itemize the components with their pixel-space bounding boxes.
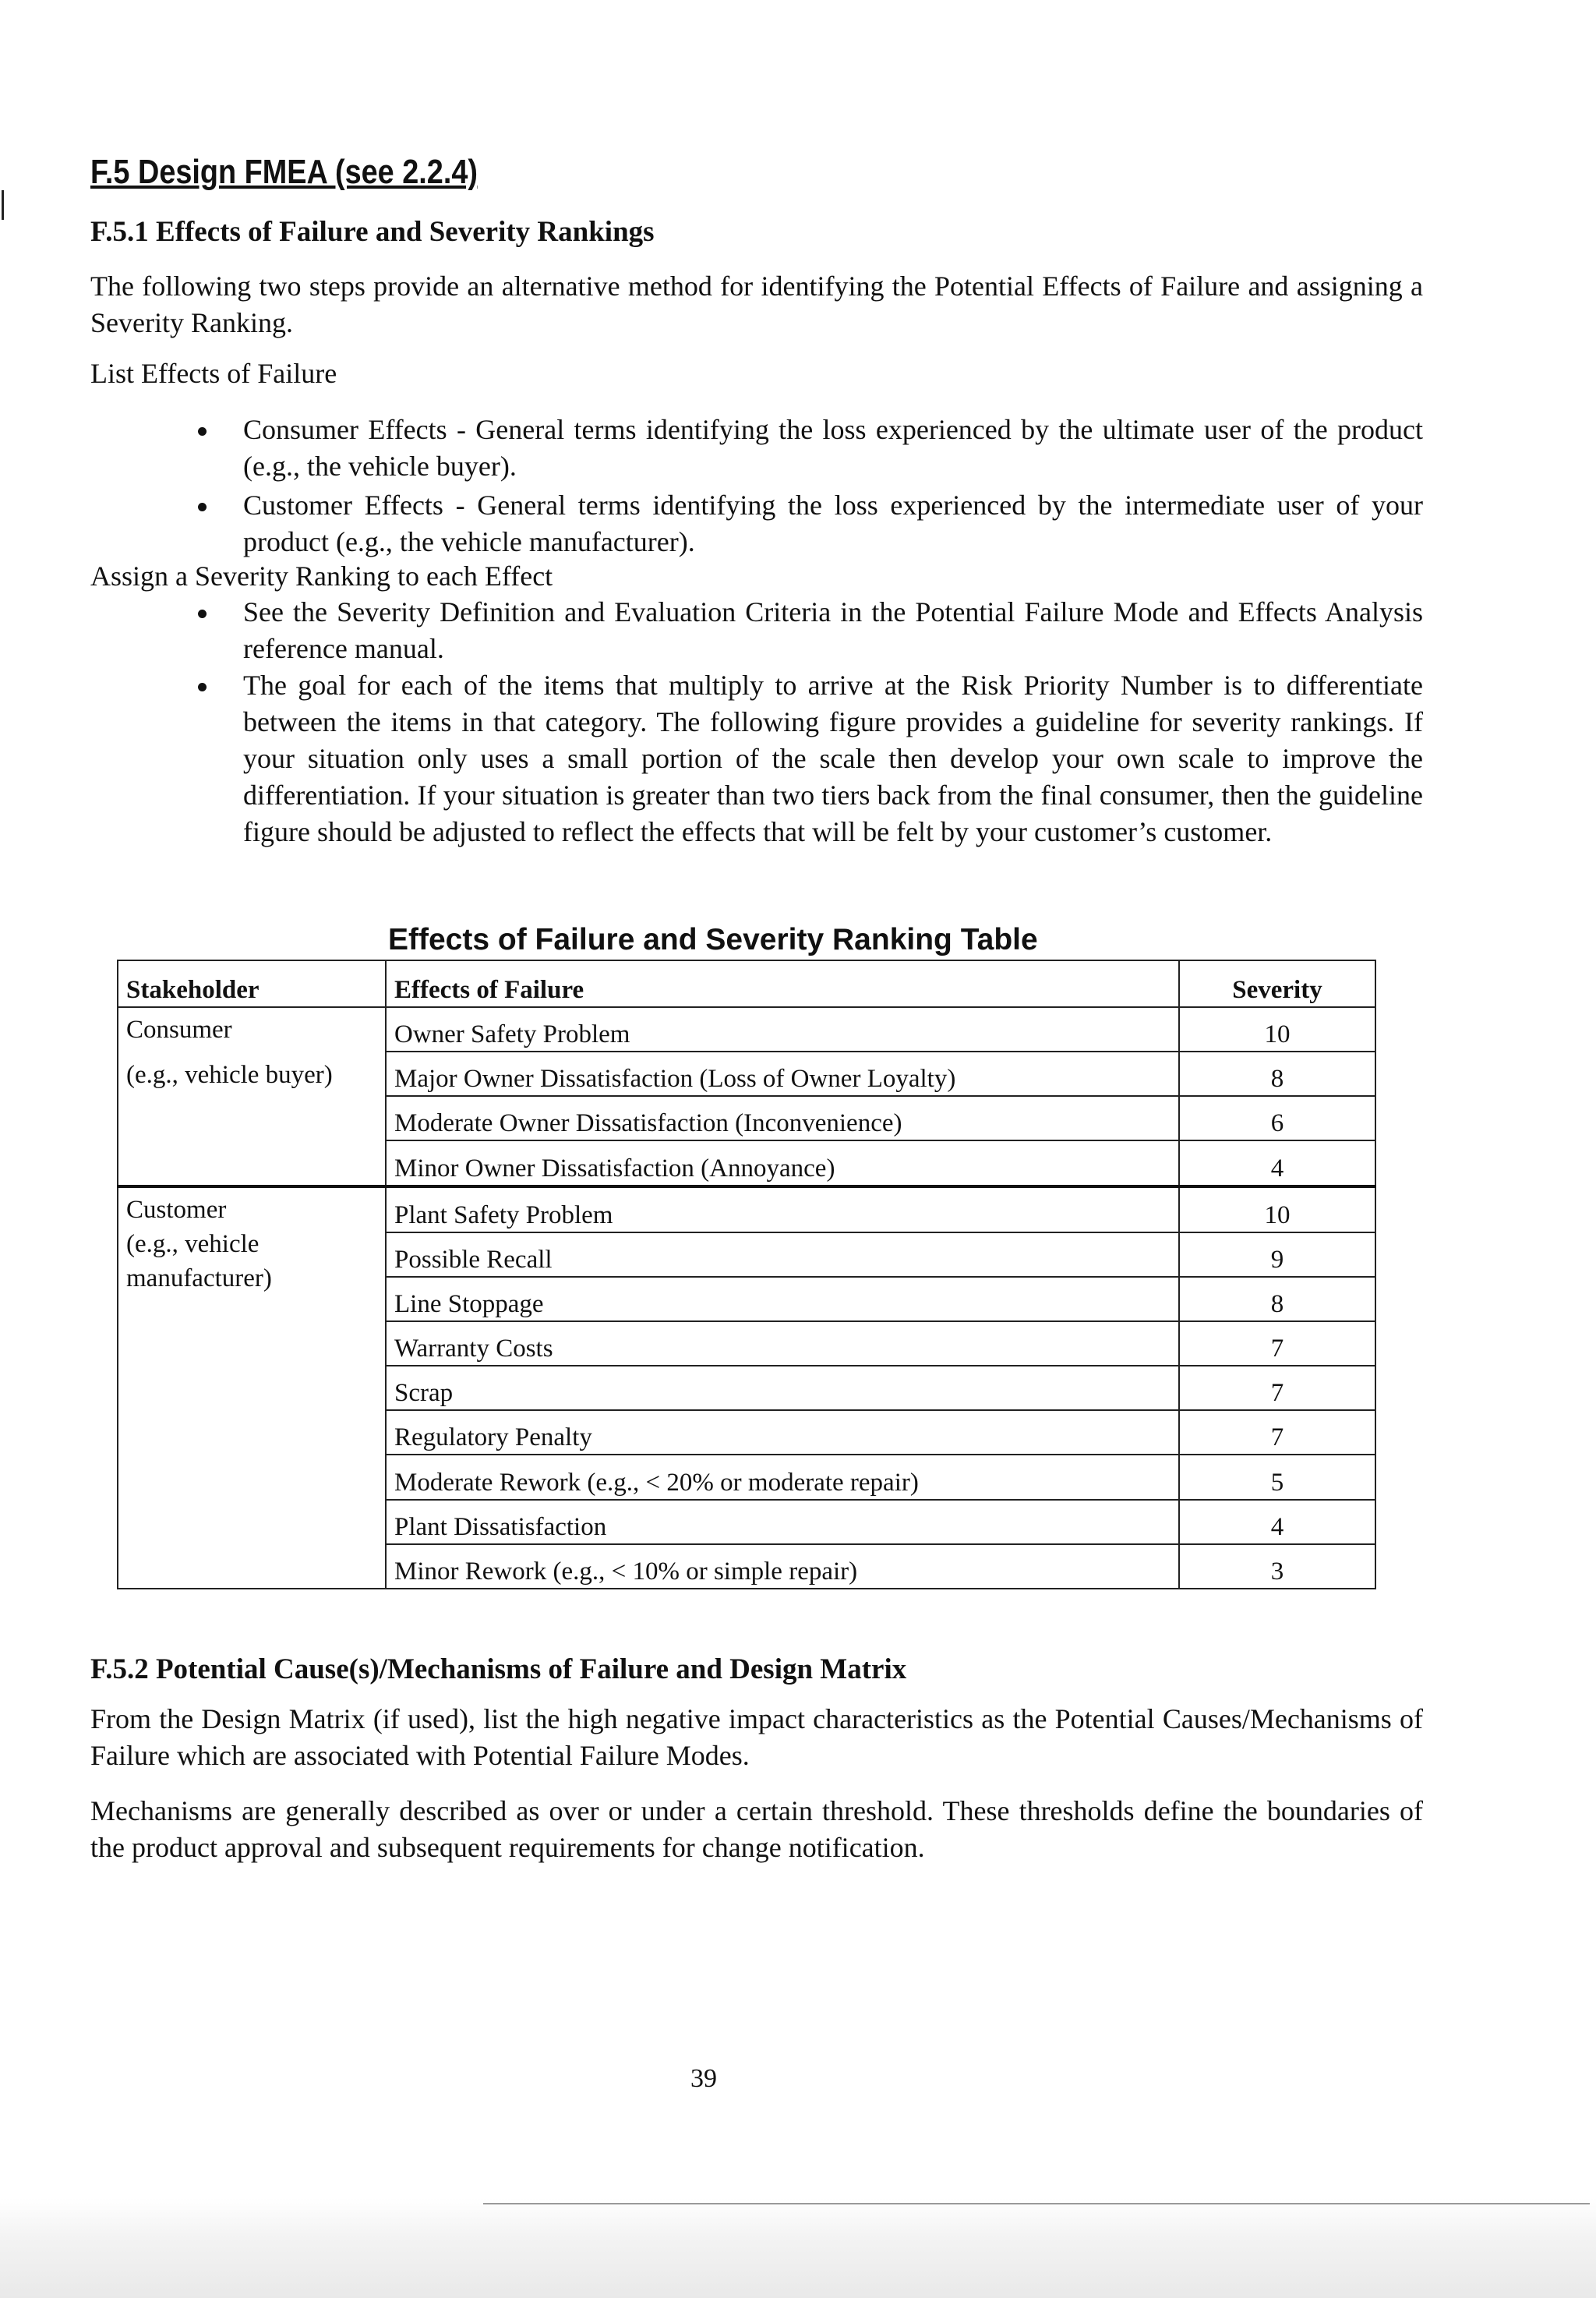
table-header-row — [118, 960, 1375, 1007]
severity-cell: 7 — [1179, 1321, 1375, 1366]
severity-cell: 8 — [1179, 1052, 1375, 1096]
severity-cell: 10 — [1179, 1186, 1375, 1232]
severity-cell: 3 — [1179, 1544, 1375, 1589]
assign-severity-label: Assign a Severity Ranking to each Effect — [90, 560, 553, 592]
list-item — [243, 487, 1423, 560]
effect-cell: Plant Safety Problem — [386, 1186, 1179, 1232]
bullet-text: Customer Effects - General terms identifying the loss experienced by the intermediate user of your product (e.g., the vehicle manufacturer). — [243, 490, 1423, 557]
table-row — [118, 1186, 1375, 1232]
header-effects: Effects of Failure — [386, 960, 1179, 1007]
list-item — [243, 667, 1423, 850]
effect-cell: Possible Recall — [386, 1232, 1179, 1277]
header-severity: Severity — [1179, 960, 1375, 1007]
stakeholder-name: Consumer — [126, 1016, 232, 1044]
effect-cell: Line Stoppage — [386, 1277, 1179, 1321]
severity-cell: 7 — [1179, 1410, 1375, 1455]
page-number: 39 — [690, 2064, 717, 2093]
bullet-text: The goal for each of the items that multiply to arrive at the Risk Priority Number is to differentiate between the items in that category. The following figure provides a guideline for severity rankings. If your situation only uses a small portion of the scale then develop your own scale to improve the differentiation. If your situation is greater than two tiers back from the final consumer, then the guideline figure should be adjusted to reflect the effects that will be felt by your customer’s customer. — [243, 670, 1423, 847]
severity-cell: 4 — [1179, 1140, 1375, 1186]
effect-cell: Major Owner Dissatisfaction (Loss of Owner Loyalty) — [386, 1052, 1179, 1096]
severity-cell: 9 — [1179, 1232, 1375, 1277]
effect-cell: Minor Rework (e.g., < 10% or simple repair) — [386, 1544, 1179, 1589]
table-row — [118, 1007, 1375, 1052]
list-item — [243, 412, 1423, 485]
design-matrix-paragraph: From the Design Matrix (if used), list the high negative impact characteristics as the Potential Causes/Mechanisms of Failure which are associated with Potential Failure Modes. — [90, 1703, 1423, 1771]
severity-cell: 4 — [1179, 1500, 1375, 1544]
stakeholder-note: (e.g., vehicle buyer) — [126, 1061, 333, 1089]
effects-bullet-list — [243, 412, 1423, 560]
effect-cell: Owner Safety Problem — [386, 1007, 1179, 1052]
stakeholder-cell-customer — [118, 1186, 386, 1589]
severity-bullet-list — [243, 594, 1423, 850]
list-item — [243, 594, 1423, 667]
severity-cell: 10 — [1179, 1007, 1375, 1052]
scan-edge-line — [483, 2203, 1590, 2204]
severity-ranking-table — [117, 960, 1376, 1589]
mechanisms-paragraph: Mechanisms are generally described as over or under a certain threshold. These thresholds define the boundaries of the product approval and subsequent requirements for change notification. — [90, 1795, 1423, 1863]
effect-cell: Moderate Owner Dissatisfaction (Inconvenience) — [386, 1096, 1179, 1140]
subsection-heading-causes: F.5.2 Potential Cause(s)/Mechanisms of Failure and Design Matrix — [90, 1653, 907, 1685]
bullet-icon — [198, 427, 207, 436]
stakeholder-note: (e.g., vehicle manufacturer) — [126, 1230, 272, 1293]
severity-cell: 5 — [1179, 1455, 1375, 1499]
intro-paragraph: The following two steps provide an alternative method for identifying the Potential Effects of Failure and assigning a Severity Ranking. — [90, 270, 1423, 338]
severity-cell: 8 — [1179, 1277, 1375, 1321]
section-heading: F.5 Design FMEA (see 2.2.4) — [90, 153, 478, 191]
list-effects-label: List Effects of Failure — [90, 358, 337, 389]
bullet-icon — [198, 503, 207, 511]
scan-bottom-edge — [0, 2198, 1596, 2298]
effect-cell: Regulatory Penalty — [386, 1410, 1179, 1455]
effect-cell: Plant Dissatisfaction — [386, 1500, 1179, 1544]
header-stakeholder: Stakeholder — [118, 960, 386, 1007]
subsection-heading-effects: F.5.1 Effects of Failure and Severity Rankings — [90, 216, 655, 248]
bullet-text: See the Severity Definition and Evaluation Criteria in the Potential Failure Mode and Effects Analysis reference manual. — [243, 596, 1423, 664]
table-title: Effects of Failure and Severity Ranking Table — [388, 923, 1038, 956]
bullet-icon — [198, 683, 207, 691]
bullet-text: Consumer Effects - General terms identifying the loss experienced by the ultimate user of the product (e.g., the vehicle buyer). — [243, 414, 1423, 482]
effect-cell: Moderate Rework (e.g., < 20% or moderate repair) — [386, 1455, 1179, 1499]
severity-cell: 7 — [1179, 1366, 1375, 1410]
stakeholder-cell-consumer — [118, 1007, 386, 1186]
effect-cell: Minor Owner Dissatisfaction (Annoyance) — [386, 1140, 1179, 1186]
severity-cell: 6 — [1179, 1096, 1375, 1140]
effect-cell: Scrap — [386, 1366, 1179, 1410]
effect-cell: Warranty Costs — [386, 1321, 1179, 1366]
scan-margin-mark — [2, 190, 4, 220]
stakeholder-name: Customer — [126, 1196, 227, 1225]
bullet-icon — [198, 610, 207, 618]
